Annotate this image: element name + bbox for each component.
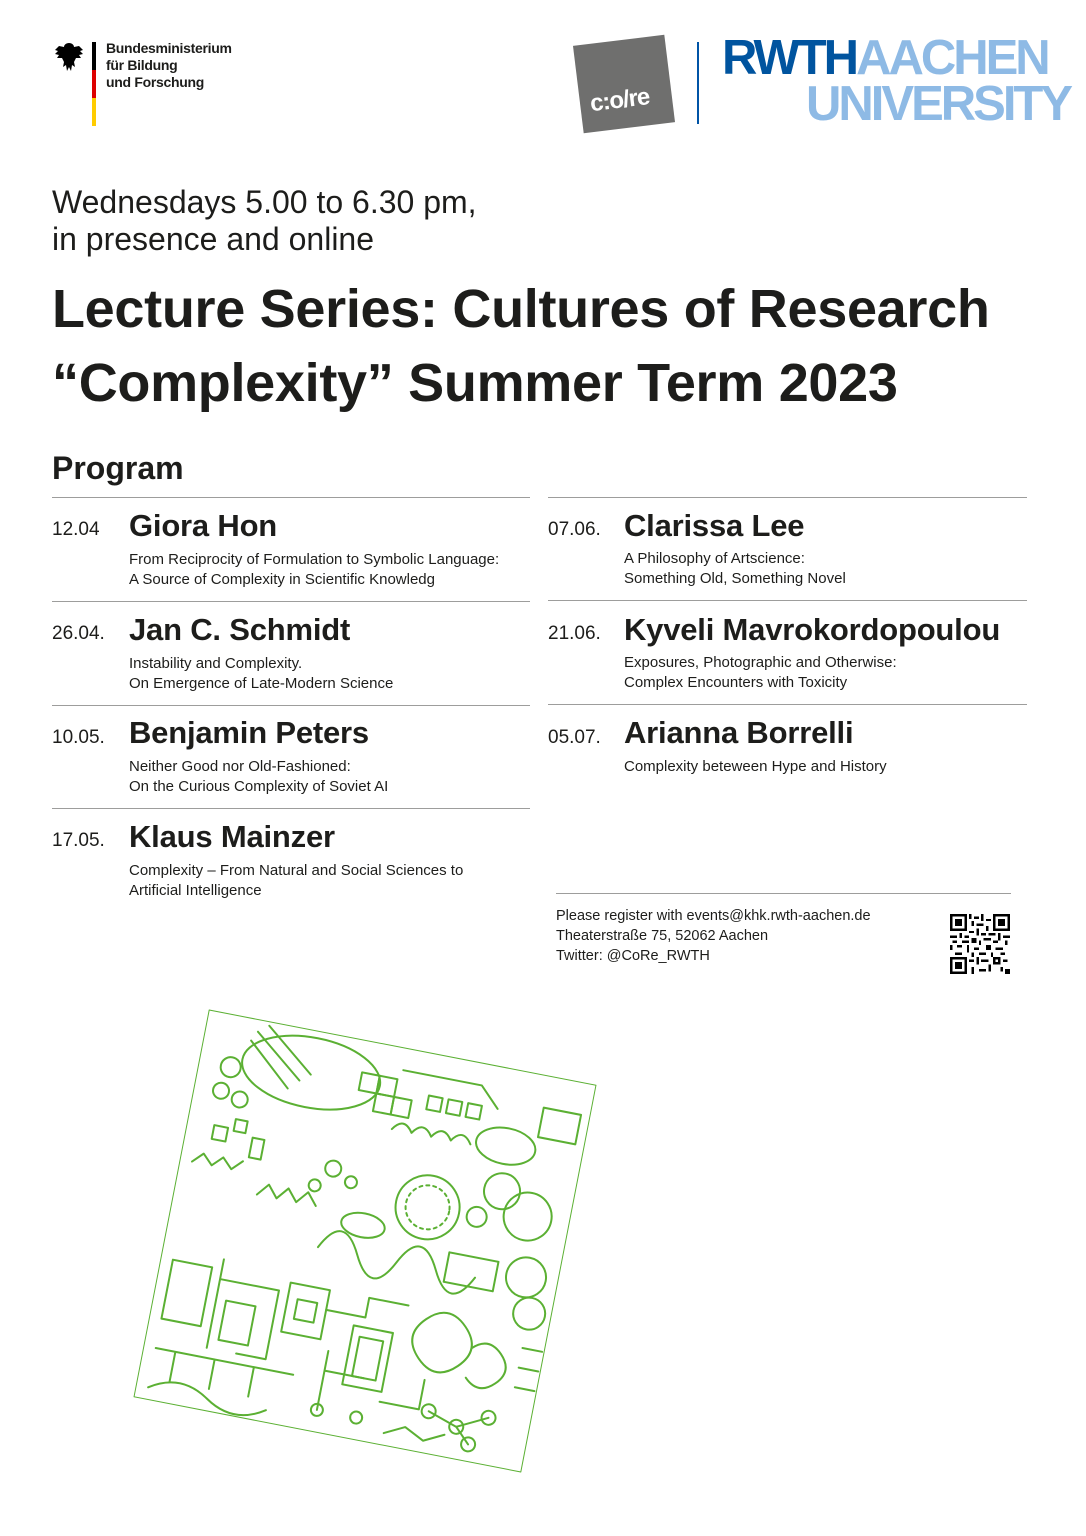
registration-line: Please register with events@khk.rwth-aachen.de: [556, 908, 871, 924]
speaker-name: Jan C. Schmidt: [129, 612, 351, 647]
bmbf-line: Bundesministerium: [106, 40, 232, 56]
divider: [52, 601, 530, 602]
talk-title: [129, 550, 499, 590]
entry-date: 26.04.: [52, 623, 105, 644]
speaker-name: Arianna Borrelli: [624, 715, 854, 750]
program-heading: Program: [52, 450, 184, 486]
talk-title-line: A Philosophy of Artscience:: [624, 550, 805, 567]
talk-title-line: Complexity – From Natural and Social Sciences to: [129, 862, 464, 879]
entry-date: 05.07.: [548, 727, 601, 748]
bmbf-logo-text: [106, 40, 232, 91]
talk-title-line: Artificial Intelligence: [129, 882, 262, 899]
divider: [52, 808, 530, 809]
federal-eagle-icon: [52, 40, 86, 74]
talk-title: [129, 654, 393, 694]
talk-title: [129, 861, 463, 901]
rwth-logo-university: UNIVERSITY: [806, 77, 1071, 131]
title-line: Lecture Series: Cultures of Research: [52, 279, 990, 339]
rwth-logo-rwth: RWTH: [722, 31, 857, 85]
divider: [548, 600, 1027, 601]
subtitle-line: Wednesdays 5.00 to 6.30 pm,: [52, 184, 477, 220]
divider: [548, 704, 1027, 705]
talk-title-line: Exposures, Photographic and Otherwise:: [624, 654, 897, 671]
speaker-name: Giora Hon: [129, 508, 278, 543]
registration-line: Twitter: @CoRe_RWTH: [556, 948, 710, 964]
speaker-name: Klaus Mainzer: [129, 819, 335, 854]
subtitle-line: in presence and online: [52, 221, 375, 257]
complexity-line-illustration: [120, 996, 610, 1486]
talk-title: [624, 549, 846, 589]
bmbf-line: und Forschung: [106, 74, 204, 90]
schedule-subtitle: [52, 184, 477, 258]
rwth-logo-top: [722, 31, 1048, 85]
speaker-name: Kyveli Mavrokordopoulou: [624, 612, 1001, 647]
talk-title-line: Complexity beteween Hype and History: [624, 758, 887, 775]
registration-info: [556, 906, 871, 966]
talk-title-line: From Reciprocity of Formulation to Symbolic Language:: [129, 551, 500, 568]
speaker-name: Clarissa Lee: [624, 508, 805, 543]
page-title: [52, 272, 990, 420]
talk-title: [624, 653, 897, 693]
title-line: “Complexity” Summer Term 2023: [52, 353, 898, 413]
divider: [52, 497, 530, 498]
core-logo: [573, 35, 675, 134]
talk-title: [129, 757, 388, 797]
rwth-logo-aachen: AACHEN: [856, 31, 1048, 85]
entry-date: 10.05.: [52, 727, 105, 748]
entry-date: 21.06.: [548, 623, 601, 644]
speaker-name: Benjamin Peters: [129, 715, 369, 750]
logo-divider: [697, 42, 699, 124]
german-flag-stripe: [92, 42, 96, 126]
talk-title-line: On the Curious Complexity of Soviet AI: [129, 778, 389, 795]
talk-title-line: Complex Encounters with Toxicity: [624, 674, 848, 691]
talk-title-line: Instability and Complexity.: [129, 655, 303, 672]
qr-code-icon[interactable]: [950, 914, 1010, 974]
talk-title-line: On Emergence of Late-Modern Science: [129, 675, 394, 692]
divider: [556, 893, 1011, 894]
divider: [52, 705, 530, 706]
registration-line: Theaterstraße 75, 52062 Aachen: [556, 928, 769, 944]
entry-date: 12.04: [52, 519, 100, 540]
talk-title-line: Something Old, Something Novel: [624, 570, 846, 587]
divider: [548, 497, 1027, 498]
talk-title: [624, 757, 887, 777]
talk-title-line: A Source of Complexity in Scientific Knowledg: [129, 571, 435, 588]
bmbf-line: für Bildung: [106, 57, 178, 73]
talk-title-line: Neither Good nor Old-Fashioned:: [129, 758, 351, 775]
core-logo-label: c:o/re: [588, 83, 651, 118]
entry-date: 07.06.: [548, 519, 601, 540]
entry-date: 17.05.: [52, 830, 105, 851]
